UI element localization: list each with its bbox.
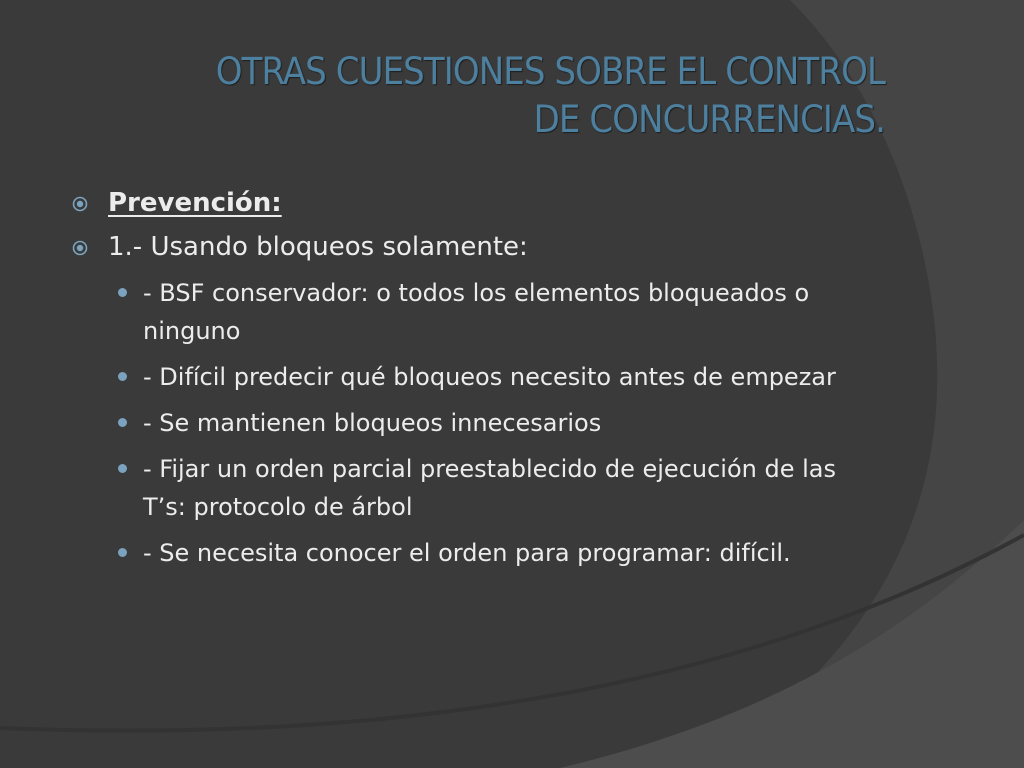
slide-body [68, 186, 868, 580]
dot-bullet-icon [118, 418, 127, 427]
sub-bullet-text: - BSF conservador: o todos los elementos bloqueados o ninguno [143, 279, 810, 345]
slide-title-line-1: OTRAS CUESTIONES SOBRE EL CONTROL [215, 50, 886, 93]
sub-bullet-text: - Difícil predecir qué bloqueos necesito antes de empezar [143, 363, 836, 391]
slide-title [144, 48, 885, 144]
sub-bullet-text: - Fijar un orden parcial preestablecido de ejecución de las T’s: protocolo de árbol [143, 455, 836, 521]
dot-bullet-icon [118, 288, 127, 297]
dot-bullet-icon [118, 548, 127, 557]
bullet-usando-bloqueos [68, 230, 868, 264]
sub-bullet-bsf-conservador [116, 274, 868, 350]
sub-bullet-text: - Se mantienen bloqueos innecesarios [143, 409, 602, 437]
target-bullet-icon [72, 196, 88, 212]
sub-bullet-text: - Se necesita conocer el orden para programar: difícil. [143, 539, 791, 567]
target-bullet-icon [72, 240, 88, 256]
bullet-text: Prevención: [108, 188, 282, 218]
bullet-prevencion [68, 186, 868, 220]
sub-bullet-conocer-orden [116, 534, 868, 572]
dot-bullet-icon [118, 372, 127, 381]
bullet-text: 1.- Usando bloqueos solamente: [108, 232, 528, 262]
sub-bullet-bloqueos-innecesarios [116, 404, 868, 442]
dot-bullet-icon [118, 464, 127, 473]
sub-bullet-dificil-predecir [116, 358, 868, 396]
slide-title-line-2: DE CONCURRENCIAS. [533, 98, 885, 141]
sub-bullet-orden-parcial [116, 450, 868, 526]
